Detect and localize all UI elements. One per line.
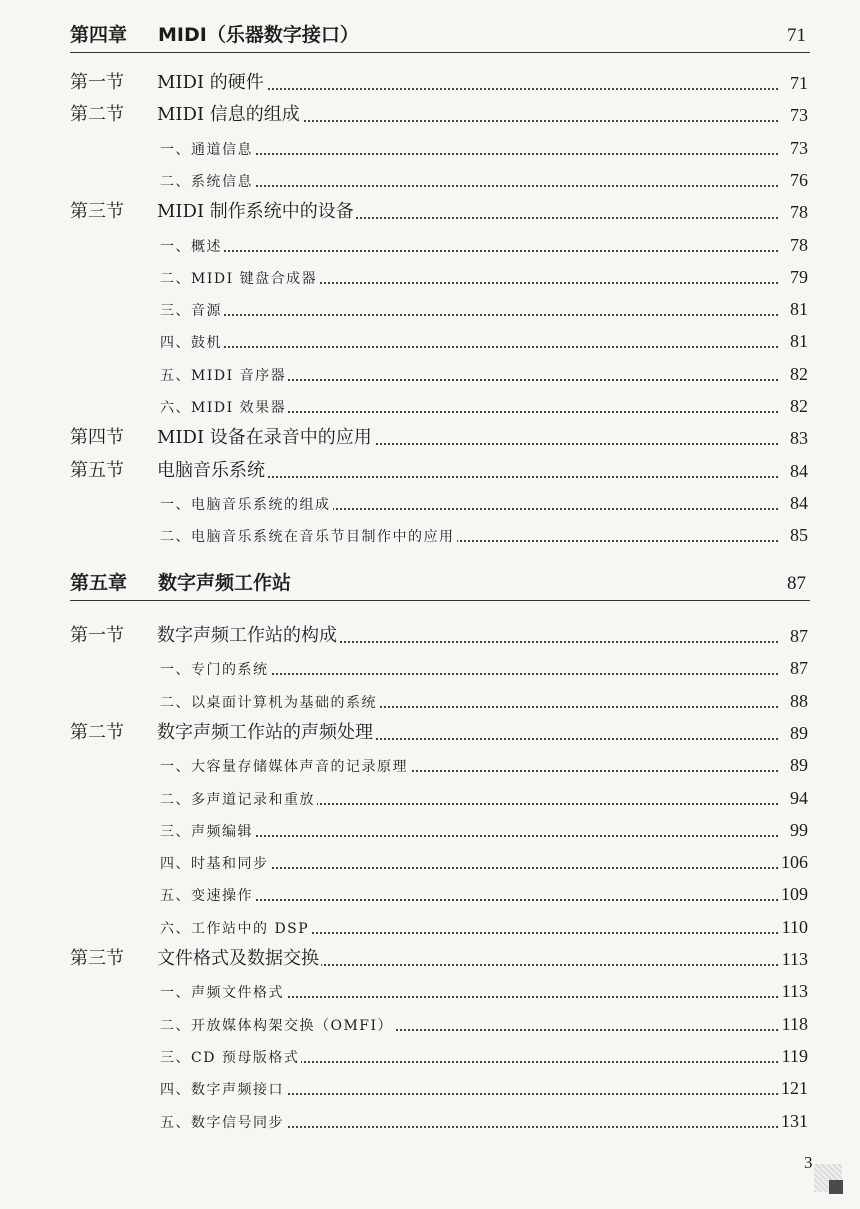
item-title: 三、CD 预母版格式 (160, 1047, 301, 1067)
toc-item-row (0, 752, 860, 778)
toc-section-row (0, 102, 860, 128)
entry-page-number: 109 (778, 884, 808, 905)
toc-item-row (0, 393, 860, 419)
toc-section-row (0, 720, 860, 746)
entry-page-number: 82 (787, 364, 808, 385)
entry-page-number: 78 (787, 202, 808, 223)
entry-page-number: 79 (787, 267, 808, 288)
entry-page-number: 131 (778, 1111, 808, 1132)
toc-item-row (0, 1075, 860, 1101)
toc-section-row (0, 425, 860, 451)
entry-page-number: 94 (787, 788, 808, 809)
toc-item-row (0, 328, 860, 354)
section-title: MIDI 制作系统中的设备 (157, 197, 356, 223)
entry-page-number: 87 (787, 626, 808, 647)
toc-item-row (0, 296, 860, 322)
chapter-title: MIDI（乐器数字接口） (158, 24, 359, 46)
entry-page-number: 71 (787, 73, 808, 94)
chapter-page: 71 (787, 25, 806, 46)
section-number: 第五节 (70, 459, 124, 481)
item-title: 一、大容量存储媒体声音的记录原理 (160, 756, 410, 776)
item-title: 一、概述 (160, 236, 224, 256)
toc-section-row (0, 70, 860, 96)
entry-page-number: 81 (787, 331, 808, 352)
chapter-heading (70, 570, 810, 601)
page-number: 3 (804, 1153, 813, 1172)
toc-item-row (0, 849, 860, 875)
section-number: 第二节 (70, 721, 124, 743)
item-title: 六、MIDI 效果器 (160, 397, 288, 417)
entry-page-number: 78 (787, 235, 808, 256)
section-number: 第三节 (70, 948, 124, 969)
item-title: 四、数字声频接口 (160, 1079, 286, 1099)
toc-section-row (0, 623, 860, 649)
toc-item-row (0, 167, 860, 193)
corner-block (829, 1180, 843, 1194)
entry-page-number: 84 (787, 461, 808, 482)
entry-page-number: 106 (778, 852, 808, 873)
toc-item-row (0, 1108, 860, 1134)
item-title: 一、专门的系统 (160, 659, 271, 679)
section-title: MIDI 信息的组成 (157, 100, 302, 126)
item-title: 二、多声道记录和重放 (160, 789, 317, 809)
item-title: 四、时基和同步 (160, 853, 271, 873)
toc-item-row (0, 490, 860, 516)
section-number: 第一节 (70, 72, 124, 93)
section-number: 第一节 (70, 625, 124, 646)
entry-page-number: 87 (787, 658, 808, 679)
section-title: MIDI 的硬件 (157, 68, 266, 94)
entry-page-number: 83 (787, 428, 808, 449)
entry-page-number: 82 (787, 396, 808, 417)
item-title: 四、鼓机 (160, 332, 224, 352)
entry-page-number: 85 (787, 525, 808, 546)
toc-item-row (0, 1043, 860, 1069)
toc-item-row (0, 361, 860, 387)
item-title: 二、MIDI 键盘合成器 (160, 268, 319, 288)
chapter-number: 第四章 (70, 24, 128, 46)
section-number: 第三节 (70, 201, 124, 223)
entry-page-number: 118 (779, 1014, 808, 1035)
chapter-heading (70, 22, 810, 53)
item-title: 一、电脑音乐系统的组成 (160, 494, 333, 514)
item-title: 一、声频文件格式 (160, 982, 286, 1002)
toc-item-row (0, 881, 860, 907)
entry-page-number: 76 (787, 170, 808, 191)
entry-page-number: 73 (787, 138, 808, 159)
section-title: 电脑音乐系统 (157, 456, 267, 482)
item-title: 二、开放媒体构架交换（OMFI） (160, 1015, 395, 1035)
section-number: 第四节 (70, 427, 124, 449)
dot-leader (160, 250, 778, 252)
section-title: 文件格式及数据交换 (157, 944, 321, 970)
toc-section-row (0, 946, 860, 972)
toc-section-row (0, 199, 860, 225)
entry-page-number: 119 (779, 1046, 808, 1067)
entry-page-number: 81 (787, 299, 808, 320)
entry-page-number: 99 (787, 820, 808, 841)
entry-page-number: 89 (787, 755, 808, 776)
entry-page-number: 113 (779, 981, 808, 1002)
entry-page-number: 88 (787, 691, 808, 712)
item-title: 五、变速操作 (160, 885, 255, 905)
item-title: 五、数字信号同步 (160, 1112, 286, 1132)
chapter-number: 第五章 (70, 572, 128, 594)
toc-item-row (0, 232, 860, 258)
item-title: 二、系统信息 (160, 171, 255, 191)
item-title: 三、声频编辑 (160, 821, 255, 841)
dot-leader (160, 314, 778, 316)
section-number: 第二节 (70, 104, 124, 126)
item-title: 三、音源 (160, 300, 224, 320)
toc-section-row (0, 458, 860, 484)
entry-page-number: 84 (787, 493, 808, 514)
toc-item-row (0, 135, 860, 161)
toc-item-row (0, 522, 860, 548)
toc-item-row (0, 785, 860, 811)
item-title: 六、工作站中的 DSP (160, 918, 311, 938)
dot-leader (160, 346, 778, 348)
section-title: MIDI 设备在录音中的应用 (157, 423, 374, 449)
toc-item-row (0, 914, 860, 940)
toc-item-row (0, 655, 860, 681)
toc-item-row (0, 1011, 860, 1037)
item-title: 五、MIDI 音序器 (160, 365, 288, 385)
entry-page-number: 110 (779, 917, 808, 938)
section-title: 数字声频工作站的声频处理 (157, 718, 375, 744)
item-title: 一、通道信息 (160, 139, 255, 159)
toc-item-row (0, 978, 860, 1004)
chapter-title: 数字声频工作站 (158, 572, 292, 594)
item-title: 二、以桌面计算机为基础的系统 (160, 692, 379, 712)
entry-page-number: 113 (779, 949, 808, 970)
entry-page-number: 73 (787, 105, 808, 126)
item-title: 二、电脑音乐系统在音乐节目制作中的应用 (160, 526, 457, 546)
toc-item-row (0, 688, 860, 714)
toc-item-row (0, 264, 860, 290)
toc-item-row (0, 817, 860, 843)
section-title: 数字声频工作站的构成 (157, 621, 339, 647)
chapter-page: 87 (787, 573, 806, 594)
entry-page-number: 89 (787, 723, 808, 744)
entry-page-number: 121 (778, 1078, 808, 1099)
